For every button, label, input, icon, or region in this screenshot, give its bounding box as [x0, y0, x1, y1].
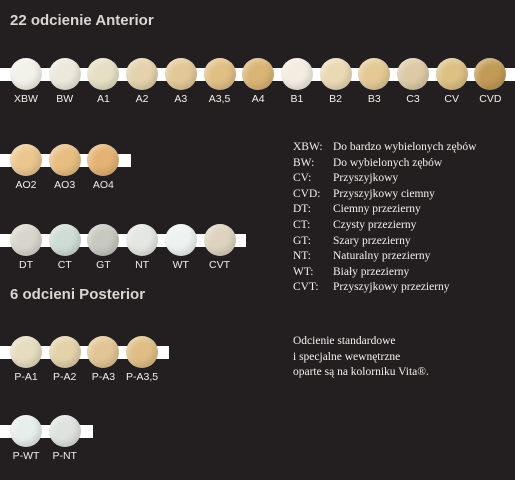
shade-disc — [87, 336, 119, 368]
shade-disc — [49, 415, 81, 447]
shade-swatch — [124, 224, 160, 271]
legend-code: GT: — [293, 234, 311, 247]
shade-disc — [126, 58, 158, 90]
legend-line — [293, 265, 476, 281]
shade-label: DT — [19, 259, 33, 271]
shade-swatch — [356, 58, 392, 105]
shade-swatch — [47, 144, 83, 191]
shade-label: P-A2 — [53, 371, 77, 383]
shade-label: AO3 — [54, 179, 76, 191]
legend-code: CV: — [293, 172, 312, 185]
shade-label: P-A3,5 — [126, 371, 159, 383]
shade-label: WT — [172, 259, 189, 271]
legend-line — [293, 280, 476, 296]
legend-code: XBW: — [293, 141, 323, 153]
legend-code: BW: — [293, 156, 315, 169]
legend-code: CT: — [293, 218, 311, 231]
shade-swatch — [434, 58, 470, 105]
shade-label: A1 — [96, 93, 110, 105]
shade-disc — [165, 58, 197, 90]
shade-swatch — [8, 144, 44, 191]
shade-label: P-WT — [12, 450, 40, 462]
shade-disc — [87, 224, 119, 256]
shade-swatch — [47, 415, 83, 462]
legend-line — [293, 140, 476, 156]
shade-disc — [242, 58, 274, 90]
shade-disc — [204, 224, 236, 256]
legend-line — [293, 202, 476, 218]
legend-line — [293, 234, 476, 250]
shade-disc — [165, 224, 197, 256]
shade-swatch — [318, 58, 354, 105]
shade-disc — [49, 224, 81, 256]
shade-swatch — [395, 58, 431, 105]
shade-swatch — [8, 415, 44, 462]
shade-swatch — [163, 224, 199, 271]
shade-swatch — [85, 336, 121, 383]
legend-code: NT: — [293, 250, 311, 263]
shade-swatch — [85, 58, 121, 105]
shade-disc — [126, 224, 158, 256]
shade-swatch — [8, 58, 44, 105]
legend-line — [293, 249, 476, 265]
legend-description: Szary przezierny — [333, 234, 411, 247]
shade-swatch — [240, 58, 276, 105]
shade-disc — [358, 58, 390, 90]
shade-swatch — [8, 336, 44, 383]
legend-code: CVT: — [293, 281, 319, 294]
shade-swatch — [472, 58, 508, 105]
shade-label: CT — [57, 259, 72, 271]
shade-label: B1 — [290, 93, 304, 105]
shade-swatch — [47, 336, 83, 383]
shade-disc — [436, 58, 468, 90]
shade-label: CV — [444, 93, 459, 105]
shade-swatch — [163, 58, 199, 105]
legend-description: Ciemny przezierny — [333, 203, 421, 216]
shade-disc — [10, 58, 42, 90]
shade-swatch — [124, 58, 160, 105]
legend-line — [293, 171, 476, 187]
shade-disc — [204, 58, 236, 90]
shade-disc — [87, 144, 119, 176]
legend-code: DT: — [293, 203, 311, 216]
shade-swatch — [85, 144, 121, 191]
shade-label: GT — [96, 259, 111, 271]
shade-disc — [126, 336, 158, 368]
anterior-heading: 22 odcienie Anterior — [10, 12, 154, 29]
shade-label: CVD — [479, 93, 502, 105]
shade-disc — [281, 58, 313, 90]
shade-label: A2 — [135, 93, 149, 105]
shade-disc — [10, 144, 42, 176]
shade-swatch — [202, 58, 238, 105]
shade-label: AO4 — [92, 179, 114, 191]
shade-label: B2 — [329, 93, 343, 105]
shade-disc — [320, 58, 352, 90]
shade-disc — [10, 224, 42, 256]
note-line: oparte są na kolorniku Vita®. — [293, 366, 429, 379]
legend-description: Do bardzo wybielonych zębów — [333, 141, 477, 153]
note-line: i specjalne wewnętrzne — [293, 350, 401, 363]
shade-label: AO2 — [15, 179, 37, 191]
shade-swatch — [47, 58, 83, 105]
shade-label: XBW — [14, 93, 38, 105]
shade-swatch — [85, 224, 121, 271]
legend-line — [293, 218, 476, 234]
shade-label: NT — [135, 259, 150, 271]
shade-label: C3 — [406, 93, 420, 105]
shade-disc — [49, 58, 81, 90]
shade-label: CVT — [209, 259, 230, 271]
shade-swatch — [8, 224, 44, 271]
shade-label: P-A3 — [91, 371, 116, 383]
legend-code: CVD: — [293, 187, 321, 200]
legend-line — [293, 156, 476, 172]
shade-swatch — [47, 224, 83, 271]
shade-swatch — [124, 336, 160, 383]
legend-line — [293, 187, 476, 203]
shade-swatch — [202, 224, 238, 271]
shade-disc — [49, 144, 81, 176]
shade-disc — [474, 58, 506, 90]
shade-label: A3,5 — [208, 93, 231, 105]
note-line: Odcienie standardowe — [293, 335, 396, 347]
shade-disc — [10, 415, 42, 447]
shade-label: BW — [56, 93, 74, 105]
legend-description: Czysty przezierny — [333, 218, 417, 231]
legend-description: Do wybielonych zębów — [333, 156, 443, 169]
legend-description: Biały przezierny — [333, 265, 410, 278]
shade-label: P-A1 — [14, 371, 38, 383]
legend-description: Przyszyjkowy przezierny — [333, 281, 450, 294]
legend-description: Przyszyjkowy — [333, 172, 399, 185]
shade-legend — [293, 140, 476, 296]
shade-disc — [397, 58, 429, 90]
vita-note — [293, 334, 429, 381]
shade-disc — [49, 336, 81, 368]
posterior-heading: 6 odcieni Posterior — [10, 286, 146, 303]
shade-label: B3 — [367, 93, 381, 105]
shade-label: A4 — [251, 93, 265, 105]
shade-label: A3 — [174, 93, 188, 105]
legend-description: Naturalny przezierny — [333, 250, 431, 263]
shade-swatch — [279, 58, 315, 105]
shade-label: P-NT — [52, 450, 77, 462]
shade-disc — [87, 58, 119, 90]
legend-code: WT: — [293, 265, 314, 278]
shade-disc — [10, 336, 42, 368]
legend-description: Przyszyjkowy ciemny — [333, 187, 435, 200]
